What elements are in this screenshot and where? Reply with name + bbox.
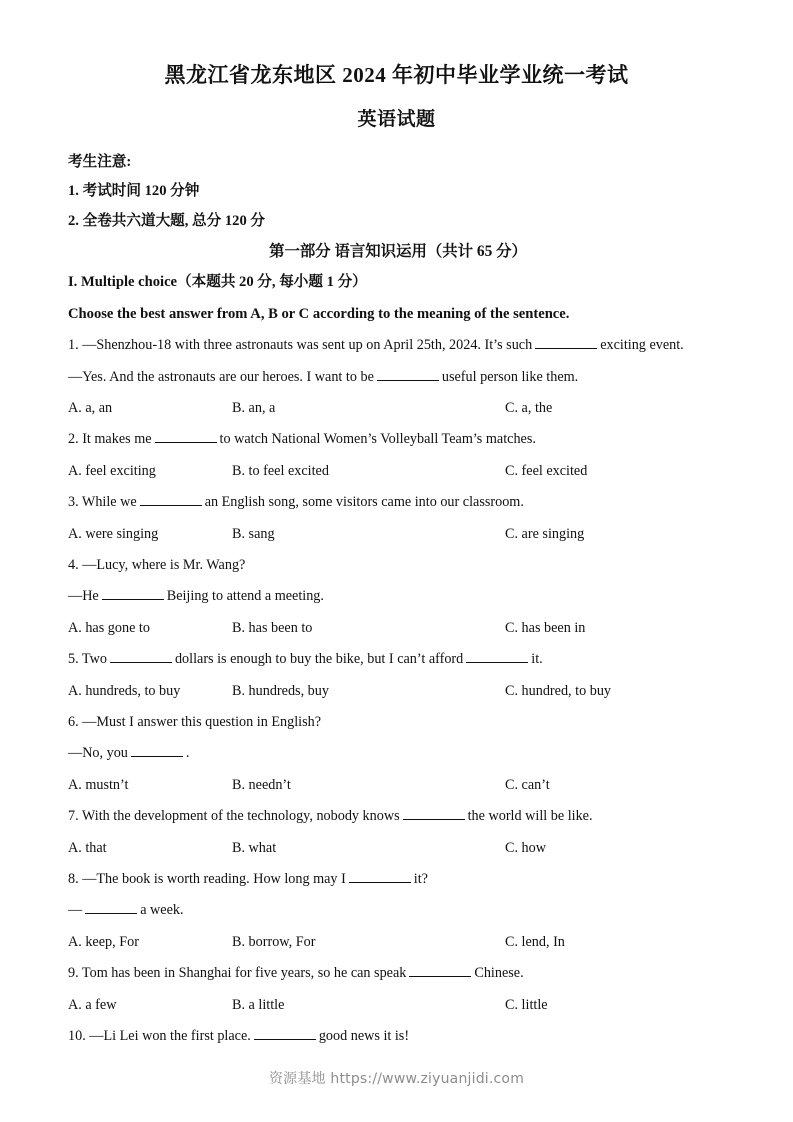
- notice-item-1: 1. 考试时间 120 分钟: [68, 183, 200, 199]
- option-c[interactable]: C. how: [505, 839, 546, 856]
- option-b[interactable]: B. an, a: [232, 400, 276, 417]
- option-b[interactable]: B. hundreds, buy: [232, 682, 329, 699]
- option-row: [68, 990, 728, 1021]
- question-text-tail: the world will be like.: [467, 808, 593, 825]
- answer-blank: [110, 651, 172, 664]
- answer-blank: [140, 494, 202, 507]
- page-title: 黑龙江省龙东地区 2024 年初中毕业学业统一考试: [164, 63, 629, 87]
- question-text: 7. With the development of the technology, nobody knows: [68, 808, 400, 825]
- question-text-tail: to watch National Women’s Volleyball Team’s matches.: [219, 431, 536, 448]
- answer-blank: [102, 588, 164, 601]
- option-row: [68, 676, 728, 707]
- question-text: 5. Two: [68, 651, 107, 668]
- answer-blank: [377, 368, 439, 381]
- option-a[interactable]: A. that: [68, 839, 107, 856]
- question-stem: 6. —Must I answer this question in English?: [68, 714, 321, 731]
- option-a[interactable]: A. keep, For: [68, 933, 139, 950]
- option-a[interactable]: A. were singing: [68, 525, 159, 542]
- question-text: 8. —The book is worth reading. How long may I: [68, 871, 346, 888]
- answer-blank: [409, 965, 471, 978]
- option-a[interactable]: A. mustn’t: [68, 776, 129, 793]
- question-text-tail: Chinese.: [474, 965, 524, 982]
- answer-blank: [155, 431, 217, 444]
- question-text-mid: dollars is enough to buy the bike, but I can’t afford: [174, 651, 464, 668]
- option-b[interactable]: B. to feel excited: [232, 462, 329, 479]
- notice-item-2: 2. 全卷共六道大题, 总分 120 分: [68, 213, 266, 229]
- section-instruction: Choose the best answer from A, B or C according to the meaning of the sentence.: [68, 305, 570, 322]
- question-text-tail: an English song, some visitors came into our classroom.: [204, 494, 524, 511]
- question-stem: [68, 581, 728, 612]
- question-stem: [68, 424, 728, 455]
- option-row: [68, 833, 728, 864]
- answer-blank: [254, 1027, 316, 1040]
- question-text: 9. Tom has been in Shanghai for five years, so he can speak: [68, 965, 407, 982]
- question-text-tail: exciting event.: [600, 337, 684, 354]
- question-text-tail: a week.: [140, 902, 184, 919]
- option-row: [68, 927, 728, 958]
- answer-blank: [85, 902, 137, 915]
- option-b[interactable]: B. a little: [232, 996, 285, 1013]
- question-text: —: [68, 902, 83, 919]
- option-b[interactable]: B. what: [232, 839, 277, 856]
- question-stem: [68, 330, 728, 361]
- question-text-tail: Beijing to attend a meeting.: [166, 588, 324, 605]
- page-subtitle: 英语试题: [357, 109, 436, 130]
- answer-blank: [535, 337, 597, 350]
- option-row: [68, 613, 728, 644]
- notice-heading: 考生注意:: [68, 154, 132, 170]
- question-stem: [68, 738, 728, 769]
- question-stem: [68, 801, 728, 832]
- question-stem: [68, 895, 728, 926]
- question-text-tail: .: [185, 745, 190, 762]
- question-text: —Yes. And the astronauts are our heroes. I want to be: [68, 368, 374, 385]
- option-a[interactable]: A. a, an: [68, 400, 113, 417]
- option-row: [68, 519, 728, 550]
- question-text-tail: it?: [413, 871, 428, 888]
- section-heading: I. Multiple choice（本题共 20 分, 每小题 1 分）: [68, 274, 367, 291]
- option-a[interactable]: A. has gone to: [68, 619, 150, 636]
- option-a[interactable]: A. a few: [68, 996, 117, 1013]
- option-c[interactable]: C. lend, In: [505, 933, 565, 950]
- question-text: —He: [68, 588, 99, 605]
- answer-blank: [349, 870, 411, 883]
- option-c[interactable]: C. are singing: [505, 525, 585, 542]
- watermark: 资源基地 https://www.ziyuanjidi.com: [268, 1071, 525, 1087]
- option-a[interactable]: A. feel exciting: [68, 462, 156, 479]
- option-b[interactable]: B. has been to: [232, 619, 313, 636]
- question-stem: [68, 487, 728, 518]
- question-stem: [68, 362, 728, 393]
- option-c[interactable]: C. feel excited: [505, 462, 588, 479]
- question-text: 3. While we: [68, 494, 137, 511]
- question-text: —No, you: [68, 745, 128, 762]
- option-c[interactable]: C. can’t: [505, 776, 550, 793]
- answer-blank: [403, 808, 465, 821]
- question-text-tail: useful person like them.: [441, 368, 579, 385]
- option-c[interactable]: C. has been in: [505, 619, 586, 636]
- question-text: 1. —Shenzhou-18 with three astronauts was sent up on April 25th, 2024. It’s such: [68, 337, 533, 354]
- option-b[interactable]: B. needn’t: [232, 776, 291, 793]
- part-heading: 第一部分 语言知识运用（共计 65 分）: [269, 243, 527, 260]
- question-text: 10. —Li Lei won the first place.: [68, 1028, 251, 1045]
- option-row: [68, 770, 728, 801]
- question-text-tail: good news it is!: [318, 1028, 410, 1045]
- question-stem: [68, 864, 728, 895]
- option-b[interactable]: B. borrow, For: [232, 933, 316, 950]
- question-stem: [68, 958, 728, 989]
- option-a[interactable]: A. hundreds, to buy: [68, 682, 181, 699]
- option-row: [68, 456, 728, 487]
- exam-body: [68, 148, 728, 1052]
- question-text: 2. It makes me: [68, 431, 152, 448]
- option-c[interactable]: C. little: [505, 996, 548, 1013]
- answer-blank: [466, 651, 528, 664]
- option-row: [68, 393, 728, 424]
- question-text-tail: it.: [531, 651, 543, 668]
- option-c[interactable]: C. a, the: [505, 400, 553, 417]
- question-stem: [68, 644, 728, 675]
- question-stem: [68, 1021, 728, 1052]
- option-b[interactable]: B. sang: [232, 525, 275, 542]
- question-stem: 4. —Lucy, where is Mr. Wang?: [68, 557, 246, 574]
- option-c[interactable]: C. hundred, to buy: [505, 682, 612, 699]
- answer-blank: [131, 745, 183, 758]
